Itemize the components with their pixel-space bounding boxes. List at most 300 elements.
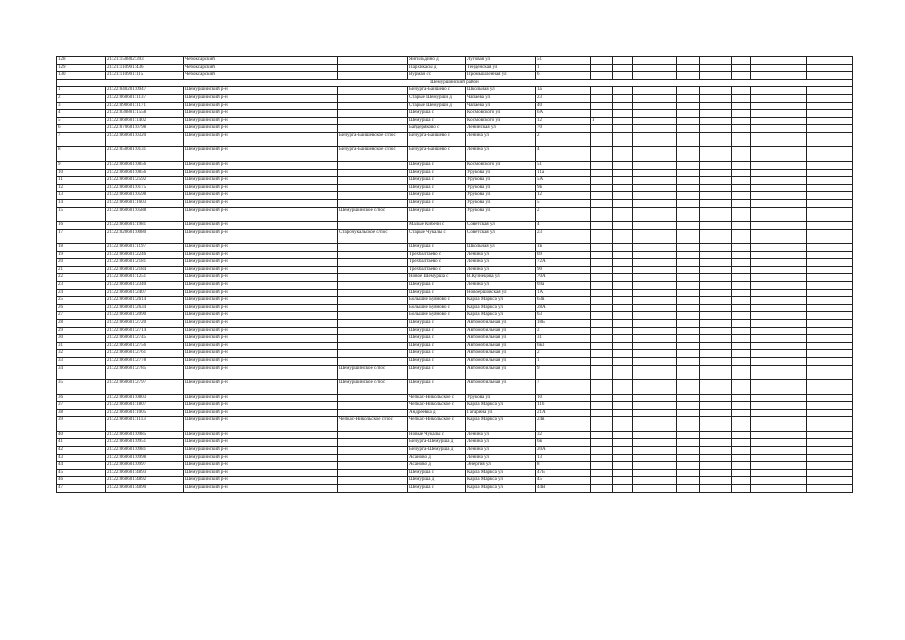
empty-cell <box>700 274 732 282</box>
empty-cell <box>700 394 732 402</box>
empty-cell <box>807 304 853 312</box>
locality-cell: Шемурша с <box>408 469 466 477</box>
empty-cell <box>613 147 633 162</box>
empty-cell <box>751 304 807 312</box>
house-cell: 45 <box>536 477 591 485</box>
empty-cell <box>751 102 807 110</box>
house-cell: 12 <box>536 192 591 200</box>
empty-cell <box>807 402 853 410</box>
empty-cell <box>807 229 853 244</box>
empty-cell <box>751 282 807 290</box>
settlement-cell <box>338 297 408 305</box>
empty-cell <box>677 147 700 162</box>
empty-cell <box>807 394 853 402</box>
empty-cell <box>633 192 677 200</box>
row-number: 43 <box>57 454 106 462</box>
empty-cell <box>613 110 633 118</box>
empty-cell <box>751 132 807 147</box>
empty-cell <box>732 207 751 222</box>
locality-cell: Шемурша с <box>408 184 466 192</box>
settlement-cell <box>338 192 408 200</box>
cadastral-number: 21:22:060601:1251 <box>106 274 184 282</box>
district-cell: Шемуршинский р-н <box>184 312 338 320</box>
empty-cell <box>732 402 751 410</box>
empty-cell <box>751 169 807 177</box>
empty-cell <box>613 64 633 72</box>
empty-cell <box>677 417 700 432</box>
cadastral-number: 21:22:060601:2634 <box>106 304 184 312</box>
empty-cell <box>751 297 807 305</box>
table-row <box>57 244 853 252</box>
empty-cell <box>677 72 700 80</box>
street-cell: Автомобильная ул <box>466 320 536 328</box>
locality-cell: Малые Кибечи с <box>408 222 466 230</box>
empty-cell <box>807 447 853 455</box>
extra-cell <box>591 289 613 297</box>
empty-cell <box>700 222 732 230</box>
table-row <box>57 161 853 169</box>
street-cell: Автомобильная ул <box>466 342 536 350</box>
empty-cell <box>732 72 751 80</box>
empty-cell <box>633 72 677 80</box>
locality-cell: Шемурша с <box>408 207 466 222</box>
table-row <box>57 485 853 493</box>
section-header-row <box>57 79 853 87</box>
street-cell: Ленина ул <box>466 259 536 267</box>
empty-cell <box>613 132 633 147</box>
empty-cell <box>700 327 732 335</box>
house-cell: 40 <box>536 102 591 110</box>
street-cell: Космовского ул <box>466 161 536 169</box>
house-cell: 13 <box>536 454 591 462</box>
empty-cell <box>751 207 807 222</box>
street-cell: Гагарина ул <box>466 409 536 417</box>
district-cell: Шемуршинский р-н <box>184 199 338 207</box>
street-cell: Автомобильная ул <box>466 327 536 335</box>
locality-cell: Шемурша с <box>408 117 466 125</box>
empty-cell <box>700 102 732 110</box>
cadastral-number: 21:22:060601:2761 <box>106 350 184 358</box>
table-row <box>57 94 853 102</box>
empty-cell <box>613 402 633 410</box>
house-cell: 1в <box>536 244 591 252</box>
locality-cell: Шемурша с <box>408 335 466 343</box>
empty-cell <box>732 266 751 274</box>
empty-cell <box>613 380 633 395</box>
empty-cell <box>751 320 807 328</box>
empty-cell <box>807 358 853 366</box>
district-cell: Шемуршинский р-н <box>184 169 338 177</box>
row-number: 129 <box>57 64 106 72</box>
extra-cell <box>591 350 613 358</box>
locality-cell: Бичурга-Шемурша д <box>408 439 466 447</box>
extra-cell <box>591 125 613 133</box>
empty-cell <box>677 102 700 110</box>
empty-cell <box>732 365 751 380</box>
empty-cell <box>700 229 732 244</box>
extra-cell <box>591 320 613 328</box>
cadastral-number: 21:22:060601:2614 <box>106 297 184 305</box>
empty-cell <box>613 431 633 439</box>
row-number: 19 <box>57 251 106 259</box>
empty-cell <box>751 402 807 410</box>
house-cell: 4 <box>536 147 591 162</box>
street-cell: Урукова ул <box>466 184 536 192</box>
empty-cell <box>613 312 633 320</box>
table-row <box>57 297 853 305</box>
empty-cell <box>633 87 677 95</box>
house-cell: 23 <box>536 94 591 102</box>
empty-cell <box>677 244 700 252</box>
empty-cell <box>613 477 633 485</box>
extra-cell <box>591 161 613 169</box>
cadastral-number: 21:22:060601:0998 <box>106 454 184 462</box>
empty-cell <box>732 439 751 447</box>
locality-cell: Шемурша с <box>408 282 466 290</box>
house-cell: 2 <box>536 132 591 147</box>
settlement-cell <box>338 462 408 470</box>
row-number: 1 <box>57 87 106 95</box>
row-number: 8 <box>57 147 106 162</box>
empty-cell <box>677 350 700 358</box>
empty-cell <box>613 57 633 65</box>
house-cell: 6А <box>536 110 591 118</box>
empty-cell <box>633 439 677 447</box>
empty-cell <box>732 350 751 358</box>
empty-cell <box>751 312 807 320</box>
empty-cell <box>700 304 732 312</box>
empty-cell <box>677 57 700 65</box>
empty-cell <box>613 447 633 455</box>
row-number: 3 <box>57 102 106 110</box>
table-row <box>57 259 853 267</box>
row-number: 21 <box>57 266 106 274</box>
cadastral-number: 21:21:150802:393 <box>106 57 184 65</box>
empty-cell <box>751 469 807 477</box>
empty-cell <box>677 125 700 133</box>
empty-cell <box>732 184 751 192</box>
empty-cell <box>613 409 633 417</box>
empty-cell <box>613 207 633 222</box>
empty-cell <box>751 439 807 447</box>
extra-cell <box>591 207 613 222</box>
empty-cell <box>613 454 633 462</box>
empty-cell <box>613 251 633 259</box>
extra-cell <box>591 192 613 200</box>
empty-cell <box>751 125 807 133</box>
empty-cell <box>613 72 633 80</box>
extra-cell <box>591 327 613 335</box>
empty-cell <box>807 259 853 267</box>
empty-cell <box>700 358 732 366</box>
house-cell: 63в <box>536 297 591 305</box>
district-cell: Шемуршинский р-н <box>184 94 338 102</box>
settlement-cell <box>338 312 408 320</box>
table-row <box>57 365 853 380</box>
locality-cell: Шемурша с <box>408 169 466 177</box>
row-number: 27 <box>57 312 106 320</box>
empty-cell <box>751 192 807 200</box>
cadastral-number: 21:22:060601:4893 <box>106 469 184 477</box>
empty-cell <box>751 327 807 335</box>
cadastral-number: 21:22:060601:2181 <box>106 259 184 267</box>
locality-cell: Чепкас-Никольское с <box>408 402 466 410</box>
table-row <box>57 342 853 350</box>
empty-cell <box>807 312 853 320</box>
extra-cell <box>591 251 613 259</box>
house-cell: 4 <box>536 222 591 230</box>
cadastral-number: 21:22:090601:1171 <box>106 102 184 110</box>
empty-cell <box>732 229 751 244</box>
empty-cell <box>700 161 732 169</box>
empty-cell <box>677 320 700 328</box>
empty-cell <box>807 102 853 110</box>
district-cell: Шемуршинский р-н <box>184 117 338 125</box>
locality-cell: Шемурша с <box>408 289 466 297</box>
empty-cell <box>732 199 751 207</box>
empty-cell <box>613 417 633 432</box>
cadastral-number: 21:22:060601:1197 <box>106 244 184 252</box>
table-row <box>57 320 853 328</box>
empty-cell <box>732 132 751 147</box>
empty-cell <box>807 161 853 169</box>
cadastral-number: 21:22:060601:2090 <box>106 312 184 320</box>
row-number: 32 <box>57 350 106 358</box>
cadastral-number: 21:22:060601:2778 <box>106 358 184 366</box>
cadastral-number: 21:22:050601:0131 <box>106 147 184 162</box>
district-cell: Чебоксарский <box>184 72 338 80</box>
street-cell: Ленинская ул <box>466 125 536 133</box>
empty-cell <box>633 297 677 305</box>
empty-cell <box>700 125 732 133</box>
district-cell: Шемуршинский р-н <box>184 184 338 192</box>
table-row <box>57 304 853 312</box>
street-cell: Чапаева ул <box>466 94 536 102</box>
house-cell: 9в <box>536 184 591 192</box>
empty-cell <box>677 462 700 470</box>
cadastral-number: 21:22:060601:2714 <box>106 327 184 335</box>
table-row <box>57 380 853 395</box>
extra-cell <box>591 342 613 350</box>
empty-cell <box>633 342 677 350</box>
empty-cell <box>677 485 700 493</box>
table-row <box>57 266 853 274</box>
empty-cell <box>677 380 700 395</box>
empty-cell <box>613 199 633 207</box>
empty-cell <box>677 132 700 147</box>
empty-cell <box>677 199 700 207</box>
street-cell: Ленина ул <box>466 132 536 147</box>
district-cell: Шемуршинский р-н <box>184 402 338 410</box>
locality-cell: Андреевка д <box>408 409 466 417</box>
empty-cell <box>732 102 751 110</box>
house-cell: 9 <box>536 365 591 380</box>
locality-cell: Шемурша с <box>408 244 466 252</box>
empty-cell <box>807 439 853 447</box>
locality-cell: Большие Буяново с <box>408 304 466 312</box>
empty-cell <box>633 57 677 65</box>
empty-cell <box>677 177 700 185</box>
row-number: 41 <box>57 439 106 447</box>
settlement-cell <box>338 402 408 410</box>
empty-cell <box>633 184 677 192</box>
empty-cell <box>751 454 807 462</box>
locality-cell: Шемурша с <box>408 380 466 395</box>
district-cell: Шемуршинский р-н <box>184 297 338 305</box>
empty-cell <box>807 117 853 125</box>
empty-cell <box>700 312 732 320</box>
table-row <box>57 117 853 125</box>
house-cell: 24в <box>536 417 591 432</box>
empty-cell <box>633 289 677 297</box>
empty-cell <box>807 207 853 222</box>
street-cell: Карла Маркса ул <box>466 304 536 312</box>
empty-cell <box>677 402 700 410</box>
district-cell: Шемуршинский р-н <box>184 342 338 350</box>
street-cell: Урукова ул <box>466 169 536 177</box>
settlement-cell <box>338 358 408 366</box>
street-cell: Космовского ул <box>466 110 536 118</box>
empty-cell <box>700 297 732 305</box>
district-cell: Шемуршинский р-н <box>184 192 338 200</box>
empty-cell <box>751 259 807 267</box>
settlement-cell <box>338 72 408 80</box>
house-cell: 70 <box>536 125 591 133</box>
cadastral-number: 21:22:060601:2745 <box>106 335 184 343</box>
district-cell: Шемуршинский р-н <box>184 266 338 274</box>
empty-cell <box>751 289 807 297</box>
extra-cell <box>591 72 613 80</box>
extra-cell <box>591 266 613 274</box>
empty-cell <box>613 94 633 102</box>
empty-cell <box>700 365 732 380</box>
empty-cell <box>633 335 677 343</box>
row-number: 2 <box>57 94 106 102</box>
empty-cell <box>613 102 633 110</box>
locality-cell: Шемурша с <box>408 365 466 380</box>
extra-cell <box>591 409 613 417</box>
house-cell: 1 <box>536 358 591 366</box>
empty-cell <box>633 244 677 252</box>
cadastral-number: 21:22:060601:0598 <box>106 192 184 200</box>
locality-cell: Шемурша с <box>408 320 466 328</box>
district-cell: Чебоксарский <box>184 57 338 65</box>
cadastral-number: 21:22:020601:0080 <box>106 229 184 244</box>
empty-cell <box>633 229 677 244</box>
empty-cell <box>633 282 677 290</box>
empty-cell <box>700 57 732 65</box>
row-number: 128 <box>57 57 106 65</box>
table-row <box>57 229 853 244</box>
empty-cell <box>613 266 633 274</box>
district-cell: Шемуршинский р-н <box>184 380 338 395</box>
house-cell: 21А <box>536 409 591 417</box>
district-cell: Шемуршинский р-н <box>184 207 338 222</box>
empty-cell <box>732 409 751 417</box>
row-number: 26 <box>57 304 106 312</box>
house-cell: 32 <box>536 431 591 439</box>
extra-cell <box>591 417 613 432</box>
empty-cell <box>732 431 751 439</box>
settlement-cell <box>338 447 408 455</box>
district-cell: Шемуршинский р-н <box>184 462 338 470</box>
empty-cell <box>732 147 751 162</box>
empty-cell <box>751 409 807 417</box>
empty-cell <box>700 199 732 207</box>
district-cell: Шемуршинский р-н <box>184 485 338 493</box>
extra-cell <box>591 184 613 192</box>
empty-cell <box>751 394 807 402</box>
district-cell: Шемуршинский р-н <box>184 102 338 110</box>
empty-cell <box>700 244 732 252</box>
empty-cell <box>700 72 732 80</box>
district-cell: Шемуршинский р-н <box>184 365 338 380</box>
empty-cell <box>807 64 853 72</box>
cadastral-number: 21:22:030801:1558 <box>106 110 184 118</box>
table-row <box>57 192 853 200</box>
empty-cell <box>613 320 633 328</box>
empty-cell <box>613 244 633 252</box>
cadastral-number: 21:22:060601:2785 <box>106 365 184 380</box>
empty-cell <box>633 259 677 267</box>
empty-cell <box>807 125 853 133</box>
empty-cell <box>751 184 807 192</box>
settlement-cell <box>338 169 408 177</box>
district-cell: Шемуршинский р-н <box>184 177 338 185</box>
table-row <box>57 57 853 65</box>
row-number: 6 <box>57 125 106 133</box>
district-cell: Шемуршинский р-н <box>184 417 338 432</box>
extra-cell <box>591 102 613 110</box>
empty-cell <box>700 477 732 485</box>
empty-cell <box>732 485 751 493</box>
empty-cell <box>633 485 677 493</box>
locality-cell: Шемурша с <box>408 350 466 358</box>
street-cell: Урукова ул <box>466 192 536 200</box>
street-cell: Карла Маркса ул <box>466 312 536 320</box>
locality-cell: Чепкас-Никольское с <box>408 417 466 432</box>
empty-cell <box>677 251 700 259</box>
locality-cell: Новые Чукалы с <box>408 431 466 439</box>
empty-cell <box>700 342 732 350</box>
empty-cell <box>677 365 700 380</box>
street-cell: Урукова ул <box>466 207 536 222</box>
empty-cell <box>677 335 700 343</box>
extra-cell <box>591 147 613 162</box>
empty-cell <box>633 222 677 230</box>
cadastral-number: 21:22:060601:1113 <box>106 417 184 432</box>
locality-cell: Бичурга-Баишево с <box>408 147 466 162</box>
district-cell: Шемуршинский р-н <box>184 229 338 244</box>
extra-cell <box>591 244 613 252</box>
empty-cell <box>613 169 633 177</box>
row-number: 40 <box>57 431 106 439</box>
empty-cell <box>700 454 732 462</box>
empty-cell <box>751 485 807 493</box>
street-cell: Космовского ул <box>466 117 536 125</box>
house-cell: 51 <box>536 161 591 169</box>
row-number: 16 <box>57 222 106 230</box>
district-cell: Шемуршинский р-н <box>184 274 338 282</box>
street-cell: В.Кузнецова ул <box>466 274 536 282</box>
empty-cell <box>732 259 751 267</box>
empty-cell <box>677 431 700 439</box>
empty-cell <box>633 177 677 185</box>
street-cell: Советская ул <box>466 222 536 230</box>
empty-cell <box>677 358 700 366</box>
empty-cell <box>677 110 700 118</box>
empty-cell <box>700 259 732 267</box>
